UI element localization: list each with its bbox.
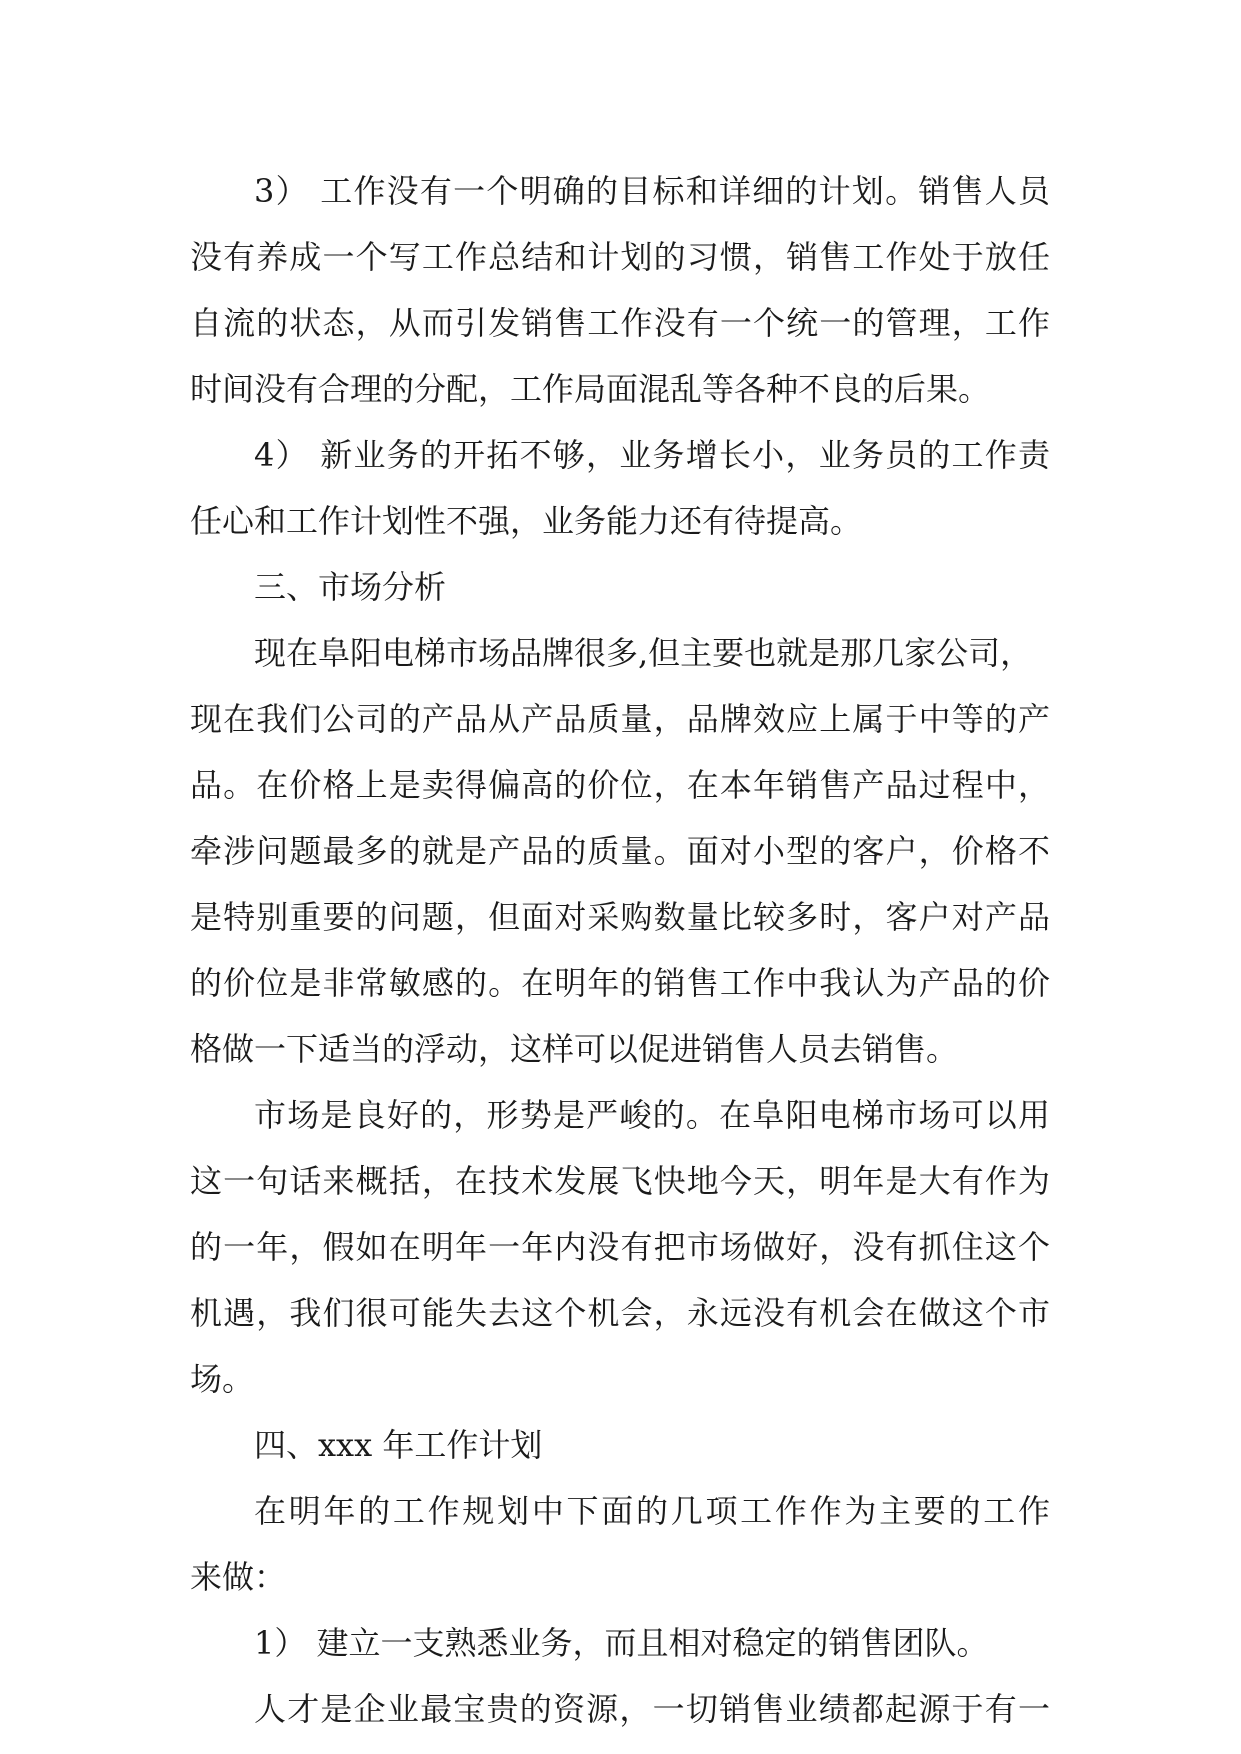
paragraph-line: 这一句话来概括，在技术发展飞快地今天，明年是大有作为 <box>190 1162 1050 1200</box>
paragraph-line: 1） 建立一支熟悉业务，而且相对稳定的销售团队。 <box>254 1624 989 1662</box>
paragraph-line: 现在我们公司的产品从产品质量，品牌效应上属于中等的产 <box>190 700 1050 738</box>
paragraph-line: 自流的状态，从而引发销售工作没有一个统一的管理，工作 <box>190 304 1050 342</box>
paragraph-line: 品。在价格上是卖得偏高的价位，在本年销售产品过程中， <box>190 766 1050 804</box>
paragraph-line: 是特别重要的问题，但面对采购数量比较多时，客户对产品 <box>190 898 1050 936</box>
paragraph-line: 现在阜阳电梯市场品牌很多,但主要也就是那几家公司， <box>254 634 1033 672</box>
paragraph-line: 3） 工作没有一个明确的目标和详细的计划。销售人员 <box>254 172 1050 210</box>
paragraph-line: 时间没有合理的分配，工作局面混乱等各种不良的后果。 <box>190 370 991 408</box>
document-body <box>190 158 1050 1742</box>
paragraph-line: 来做： <box>190 1558 287 1596</box>
section-heading: 四、xxx 年工作计划 <box>254 1426 543 1464</box>
paragraph-line: 牵涉问题最多的就是产品的质量。面对小型的客户，价格不 <box>190 832 1050 870</box>
paragraph-line: 场。 <box>190 1360 255 1398</box>
paragraph-line: 4） 新业务的开拓不够，业务增长小，业务员的工作责 <box>254 436 1050 474</box>
paragraph-line: 任心和工作计划性不强，业务能力还有待提高。 <box>190 502 863 540</box>
paragraph-line: 的价位是非常敏感的。在明年的销售工作中我认为产品的价 <box>190 964 1050 1002</box>
paragraph-line: 人才是企业最宝贵的资源，一切销售业绩都起源于有一 <box>254 1690 1050 1728</box>
paragraph-line: 在明年的工作规划中下面的几项工作作为主要的工作 <box>254 1492 1050 1530</box>
paragraph-line: 机遇，我们很可能失去这个机会，永远没有机会在做这个市 <box>190 1294 1050 1332</box>
section-heading: 三、市场分析 <box>254 568 447 606</box>
paragraph-line: 市场是良好的，形势是严峻的。在阜阳电梯市场可以用 <box>254 1096 1050 1134</box>
paragraph-line: 没有养成一个写工作总结和计划的习惯，销售工作处于放任 <box>190 238 1050 276</box>
paragraph-line: 的一年，假如在明年一年内没有把市场做好，没有抓住这个 <box>190 1228 1050 1266</box>
paragraph-line: 格做一下适当的浮动，这样可以促进销售人员去销售。 <box>190 1030 959 1068</box>
